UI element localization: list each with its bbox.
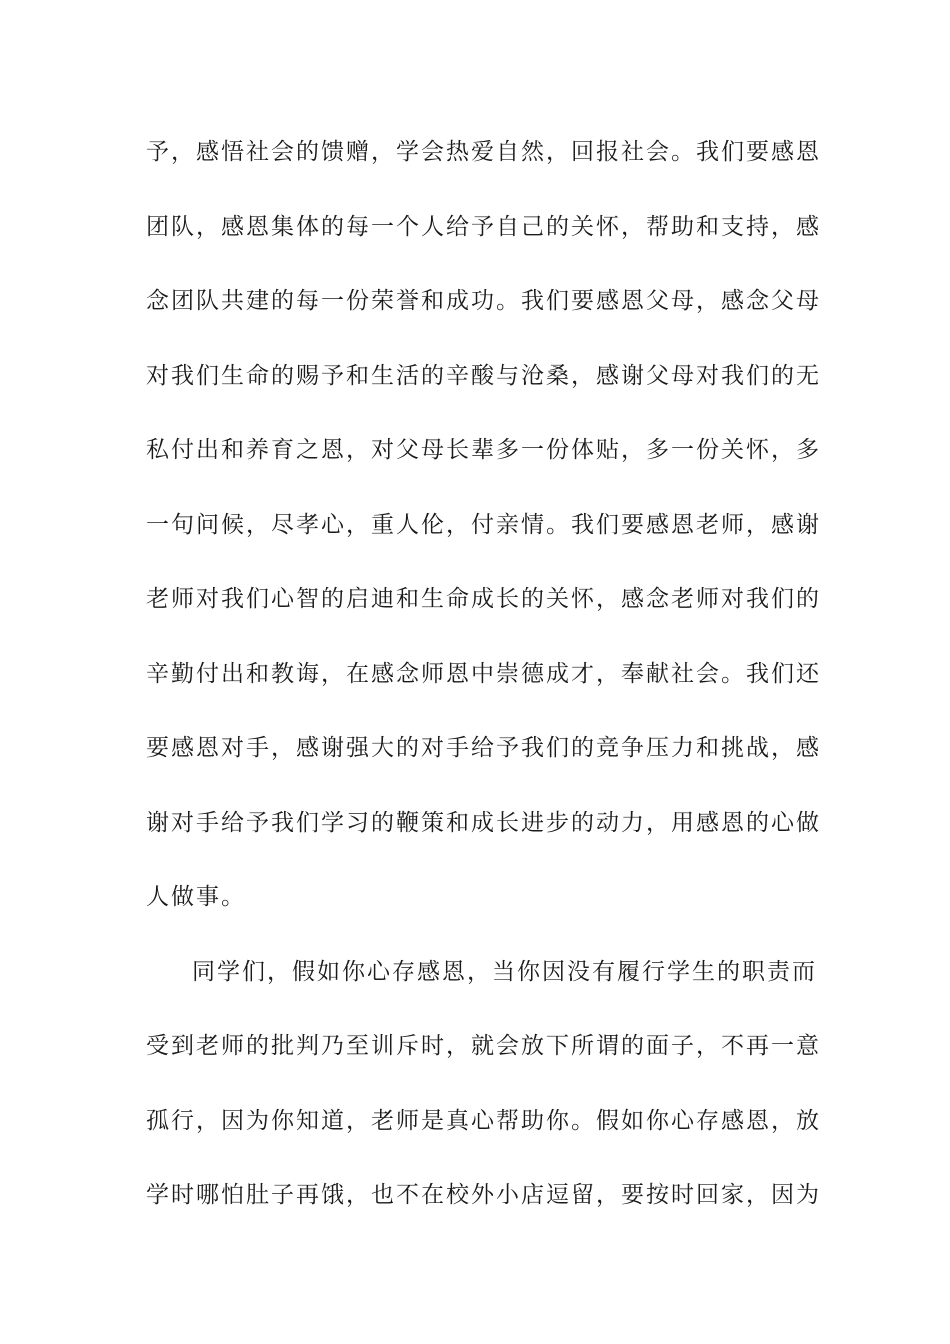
text-line: 念团队共建的每一份荣誉和成功。我们要感恩父母，感念父母 <box>146 288 821 314</box>
text-line: 一句问候，尽孝心，重人伦，付亲情。我们要感恩老师，感谢 <box>146 511 821 538</box>
text-line: 老师对我们心智的启迪和生命成长的关怀，感念老师对我们的 <box>146 586 821 612</box>
text-line: 受到老师的批判乃至训斥时，就会放下所谓的面子，不再一意 <box>146 1033 821 1059</box>
text-line: 学时哪怕肚子再饿，也不在校外小店逗留，要按时回家，因为 <box>146 1182 821 1208</box>
text-line: 要感恩对手，感谢强大的对手给予我们的竞争压力和挑战，感 <box>146 735 821 761</box>
paragraph-first-line: 同学们，假如你心存感恩，当你因没有履行学生的职责而 <box>192 958 817 985</box>
text-line: 团队，感恩集体的每一个人给予自己的关怀，帮助和支持，感 <box>146 213 821 240</box>
text-line: 予，感悟社会的馈赠，学会热爱自然，回报社会。我们要感恩 <box>146 139 821 165</box>
text-line: 对我们生命的赐予和生活的辛酸与沧桑，感谢父母对我们的无 <box>146 362 821 389</box>
paragraph-end-line: 人做事。 <box>146 884 246 910</box>
body-text <box>146 129 821 1247</box>
text-line: 孤行，因为你知道，老师是真心帮助你。假如你心存感恩，放 <box>146 1107 821 1134</box>
text-line: 谢对手给予我们学习的鞭策和成长进步的动力，用感恩的心做 <box>146 809 821 836</box>
text-line: 私付出和养育之恩，对父母长辈多一份体贴，多一份关怀，多 <box>146 437 821 463</box>
text-line: 辛勤付出和教诲，在感念师恩中崇德成才，奉献社会。我们还 <box>146 660 821 687</box>
